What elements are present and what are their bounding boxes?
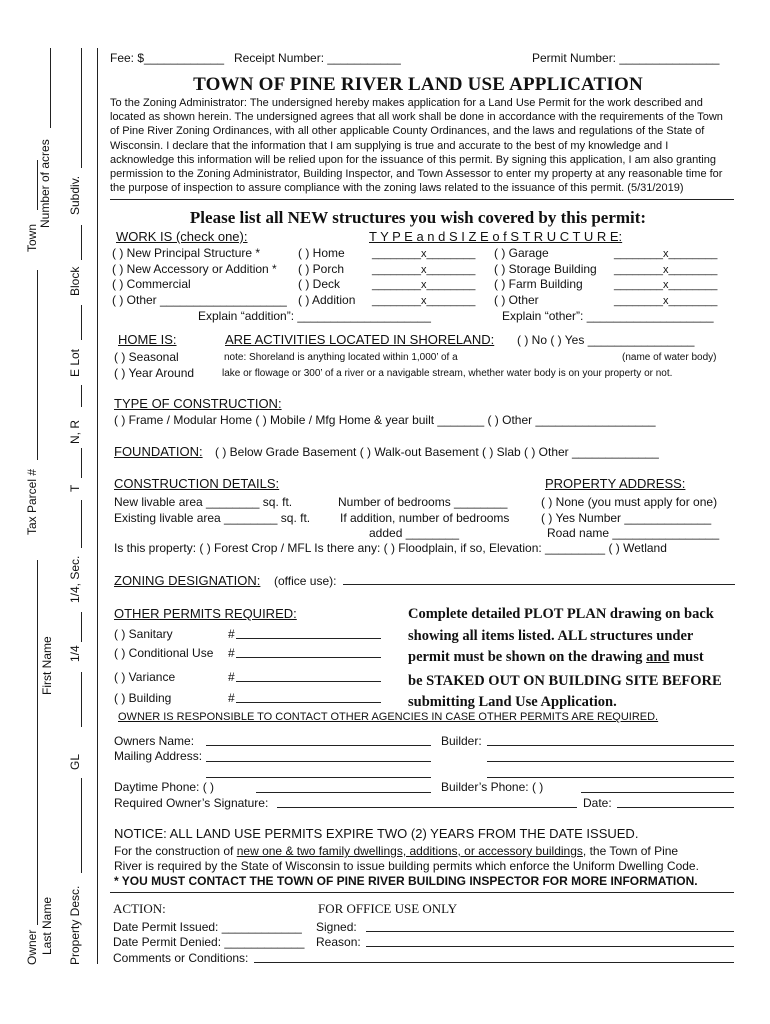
- home-seasonal-option[interactable]: ( ) Seasonal: [114, 350, 179, 364]
- work-is-label: WORK IS (check one):: [116, 229, 248, 244]
- gl-field[interactable]: [81, 672, 82, 727]
- water-body-note: (name of water body): [622, 352, 717, 363]
- plot-plan-line5: submitting Land Use Application.: [408, 694, 617, 711]
- permit-variance-number-field[interactable]: [236, 681, 381, 682]
- quarter-field[interactable]: [81, 612, 82, 642]
- sidebar-gl-label: GL: [68, 753, 82, 770]
- permit-conditional-option[interactable]: ( ) Conditional Use: [114, 646, 214, 660]
- structures-heading: Please list all NEW structures you wish covered by this permit:: [189, 208, 647, 227]
- divider: [110, 199, 734, 200]
- sidebar-first-name-label: First Name: [40, 636, 54, 695]
- shoreland-label: ARE ACTIVITIES LOCATED IN SHORELAND:: [225, 332, 495, 347]
- size-addition[interactable]: ________x________: [372, 295, 476, 307]
- owners-name-label: Owners Name:: [114, 734, 195, 748]
- builder-address-field-2[interactable]: [487, 777, 734, 778]
- fee-field[interactable]: Fee: $____________: [110, 51, 225, 65]
- permit-sanitary-hash: #: [228, 627, 235, 641]
- permit-building-option[interactable]: ( ) Building: [114, 691, 172, 705]
- sec-field[interactable]: [81, 500, 82, 548]
- property-address-label: PROPERTY ADDRESS:: [545, 476, 686, 491]
- permit-sanitary-number-field[interactable]: [236, 638, 381, 639]
- type-farm-building[interactable]: ( ) Farm Building: [494, 277, 583, 291]
- type-other[interactable]: ( ) Other: [494, 293, 539, 307]
- type-storage-building[interactable]: ( ) Storage Building: [494, 262, 597, 276]
- home-is-label: HOME IS:: [118, 332, 177, 347]
- permit-conditional-hash: #: [228, 646, 235, 660]
- date-permit-issued-field[interactable]: Date Permit Issued: ____________: [113, 920, 302, 934]
- construction-type-label: TYPE OF CONSTRUCTION:: [114, 396, 282, 411]
- reason-label: Reason:: [316, 935, 361, 949]
- intro-paragraph: To the Zoning Administrator: The undersigned hereby makes application for a Land Use Permit for the work described and located as shown herein. The undersigned agrees that all work shall be done in accordance with the requirements of the Town of Pine River Zoning Ordinances, with all other applicable County Ordinances, and the laws and regulations of the State of Wisconsin. I declare that the information that I am supplying is true and accurate to the best of my knowledge and I acknowledge this information will be relied upon for the issuance of this permit. By signing this application, I am also granting permission to the Zoning Administrator, Building Inspector, and Town Assessor to enter my property at any reasonable time for the purpose of inspection to assure compliance with the zoning laws related to the issuance of this permit. (5/31/2019): [110, 97, 723, 195]
- size-deck[interactable]: ________x________: [372, 279, 476, 291]
- tax-parcel-field[interactable]: [37, 270, 38, 460]
- type-size-label: T Y P E a n d S I Z E o f S T R U C T U R E:: [369, 229, 623, 244]
- permit-building-number-field[interactable]: [236, 702, 381, 703]
- date-permit-denied-field[interactable]: Date Permit Denied: ____________: [113, 935, 305, 949]
- daytime-phone-field[interactable]: [256, 792, 431, 793]
- work-option-principal[interactable]: ( ) New Principal Structure *: [112, 246, 261, 260]
- plot-plan-notice: [408, 604, 738, 714]
- building-inspector-notice: * YOU MUST CONTACT THE TOWN OF PINE RIVER BUILDING INSPECTOR FOR MORE INFORMATION.: [114, 874, 698, 888]
- permit-variance-option[interactable]: ( ) Variance: [114, 670, 176, 684]
- notice-body-underlined: new one & two family dwellings, additions, or accessory buildings: [236, 844, 583, 858]
- permit-number-field[interactable]: Permit Number: _______________: [532, 51, 720, 65]
- nr-field[interactable]: [81, 385, 82, 407]
- construction-details-label: CONSTRUCTION DETAILS:: [114, 476, 280, 491]
- bedrooms-field[interactable]: Number of bedrooms ________: [338, 495, 508, 509]
- builder-field[interactable]: [487, 745, 734, 746]
- sidebar-border: [97, 48, 98, 964]
- page-title: TOWN OF PINE RIVER LAND USE APPLICATION: [193, 74, 643, 95]
- comments-field[interactable]: [254, 962, 734, 963]
- builder-address-field[interactable]: [487, 761, 734, 762]
- permit-building-hash: #: [228, 691, 235, 705]
- sidebar-t-label: T: [68, 484, 82, 492]
- type-deck[interactable]: ( ) Deck: [298, 277, 340, 291]
- subdiv-field[interactable]: [81, 48, 82, 168]
- plot-plan-line4: be STAKED OUT ON BUILDING SITE BEFORE: [408, 672, 722, 689]
- address-none-option[interactable]: ( ) None (you must apply for one): [541, 495, 718, 509]
- type-home[interactable]: ( ) Home: [298, 246, 345, 260]
- acres-field[interactable]: [50, 48, 51, 128]
- foundation-label: FOUNDATION:: [114, 444, 203, 459]
- block-field[interactable]: [81, 225, 82, 260]
- shoreland-answer[interactable]: ( ) No ( ) Yes ________________: [517, 333, 695, 347]
- shoreland-note-line2: lake or flowage or 300’ of a river or a navigable stream, whether water body is on your property or not.: [222, 368, 673, 379]
- notice-body-line2: River is required by the State of Wisconsin to issue building permits which enforce the Uniform Dwelling Code.: [114, 859, 699, 873]
- receipt-number-field[interactable]: Receipt Number: ___________: [234, 51, 401, 65]
- new-livable-area-field[interactable]: New livable area ________ sq. ft.: [114, 495, 293, 509]
- plot-plan-line3: [408, 647, 738, 669]
- existing-livable-area-field[interactable]: Existing livable area ________ sq. ft.: [114, 511, 311, 525]
- sidebar-block-label: Block: [68, 266, 82, 296]
- comments-label: Comments or Conditions:: [113, 951, 249, 965]
- explain-addition-field[interactable]: Explain “addition”: ____________________: [198, 309, 431, 323]
- work-option-commercial[interactable]: ( ) Commercial: [112, 277, 191, 291]
- action-label: ACTION:: [113, 901, 166, 916]
- zoning-designation-label: ZONING DESIGNATION:: [114, 573, 261, 588]
- builder-label: Builder:: [441, 734, 482, 748]
- zoning-designation-field[interactable]: [343, 584, 735, 585]
- builders-phone-label: Builder’s Phone: ( ): [441, 780, 544, 794]
- signed-label: Signed:: [316, 920, 357, 934]
- permit-variance-hash: #: [228, 670, 235, 684]
- owner-signature-label: Required Owner’s Signature:: [114, 796, 269, 810]
- size-home[interactable]: ________x________: [372, 248, 476, 260]
- expiration-notice: NOTICE: ALL LAND USE PERMITS EXPIRE TWO (2) YEARS FROM THE DATE ISSUED.: [114, 826, 639, 841]
- plot-plan-line2: showing all items listed. ALL structures under: [408, 627, 694, 644]
- sidebar-property-desc-label: Property Desc.: [68, 885, 82, 965]
- size-farm[interactable]: ________x________: [614, 279, 718, 291]
- size-other[interactable]: ________x________: [614, 295, 718, 307]
- property-desc-field[interactable]: [81, 778, 82, 873]
- builders-phone-field[interactable]: [581, 792, 734, 793]
- owners-name-field[interactable]: [206, 745, 431, 746]
- construction-type-options[interactable]: ( ) Frame / Modular Home ( ) Mobile / Mfg Home & year built _______ ( ) Other __________________: [114, 413, 656, 427]
- plot-plan-line1: Complete detailed PLOT PLAN drawing on back: [408, 606, 714, 622]
- shoreland-note-line1: note: Shoreland is anything located within 1,000’ of a: [224, 352, 458, 363]
- sidebar-quarter-sec-label: 1/4, Sec.: [68, 555, 82, 603]
- notice-body-line1: [114, 844, 678, 858]
- reason-field[interactable]: [366, 946, 734, 947]
- signature-date-field[interactable]: [617, 807, 734, 808]
- road-name-field[interactable]: Road name ________________: [547, 526, 720, 540]
- office-divider: [110, 892, 734, 893]
- permit-sanitary-option[interactable]: ( ) Sanitary: [114, 627, 173, 641]
- bedrooms-added-field[interactable]: added ________: [369, 526, 460, 540]
- sidebar-owner-label: Owner: [25, 929, 39, 965]
- type-porch[interactable]: ( ) Porch: [298, 262, 345, 276]
- owner-field[interactable]: [37, 560, 38, 925]
- type-garage[interactable]: ( ) Garage: [494, 246, 549, 260]
- plot-plan-line3a: permit must be shown on the drawing: [408, 649, 647, 666]
- sidebar-subdiv-label: Subdiv.: [68, 175, 82, 215]
- sidebar-quarter-label: 1/4: [68, 645, 82, 662]
- property-status-line[interactable]: Is this property: ( ) Forest Crop / MFL Is there any: ( ) Floodplain, if so, Elevation: _________ ( ) Wetland: [114, 541, 667, 555]
- notice-body-b: , the Town of Pine: [582, 844, 679, 858]
- size-garage[interactable]: ________x________: [614, 248, 718, 260]
- t-field[interactable]: [81, 448, 82, 478]
- owner-signature-field[interactable]: [277, 807, 577, 808]
- sidebar-last-name-label: Last Name: [40, 896, 54, 955]
- sidebar-acres-label: Number of acres: [38, 139, 52, 228]
- sidebar-elot-label: E Lot: [68, 348, 82, 377]
- home-year-around-option[interactable]: ( ) Year Around: [114, 366, 195, 380]
- foundation-options[interactable]: ( ) Below Grade Basement ( ) Walk-out Basement ( ) Slab ( ) Other _____________: [215, 445, 659, 459]
- work-option-other[interactable]: ( ) Other ___________________: [112, 293, 287, 307]
- address-yes-option[interactable]: ( ) Yes Number _____________: [541, 511, 712, 525]
- explain-other-field[interactable]: Explain “other”: ___________________: [502, 309, 714, 323]
- zoning-office-use-note: (office use):: [274, 574, 337, 588]
- daytime-phone-label: Daytime Phone: ( ): [114, 780, 215, 794]
- owner-responsible-notice: OWNER IS RESPONSIBLE TO CONTACT OTHER AGENCIES IN CASE OTHER PERMITS ARE REQUIRED.: [118, 711, 659, 723]
- permit-conditional-number-field[interactable]: [236, 657, 381, 658]
- plot-plan-and: and: [646, 649, 670, 666]
- sidebar-nr-label: N, R: [68, 420, 82, 444]
- notice-body-a: For the construction of: [114, 844, 237, 858]
- elot-field[interactable]: [81, 305, 82, 340]
- plot-plan-line3c: must: [669, 649, 704, 666]
- size-storage[interactable]: ________x________: [614, 264, 718, 276]
- sidebar-town-label: Town: [25, 223, 39, 252]
- type-addition[interactable]: ( ) Addition: [298, 293, 356, 307]
- work-option-accessory[interactable]: ( ) New Accessory or Addition *: [112, 262, 277, 276]
- other-permits-label: OTHER PERMITS REQUIRED:: [114, 606, 297, 621]
- mailing-address-field[interactable]: [206, 761, 431, 762]
- mailing-address-label: Mailing Address:: [114, 749, 203, 763]
- office-use-only-label: FOR OFFICE USE ONLY: [318, 901, 458, 916]
- addition-bedrooms-label: If addition, number of bedrooms: [340, 511, 510, 525]
- signature-date-label: Date:: [583, 796, 612, 810]
- signed-field[interactable]: [366, 931, 734, 932]
- sidebar-tax-parcel-label: Tax Parcel #: [25, 468, 39, 535]
- mailing-address-field-2[interactable]: [206, 777, 431, 778]
- size-porch[interactable]: ________x________: [372, 264, 476, 276]
